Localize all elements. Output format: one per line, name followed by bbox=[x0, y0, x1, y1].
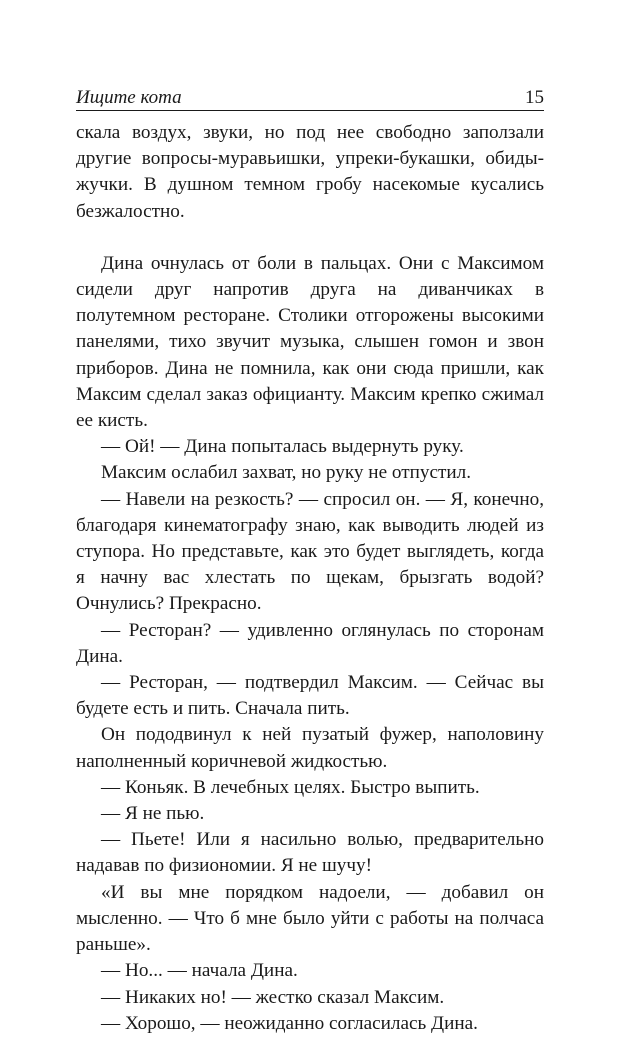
paragraph: — Ой! — Дина попыталась выдернуть руку. bbox=[101, 436, 464, 458]
paragraph: — Пьете! Или я насильно волью, предварительно надавав по физиономии. Я не шучу! bbox=[76, 829, 544, 877]
paragraph: — Навели на резкость? — спросил он. — Я, конечно, благодаря кинематографу знаю, как выводить людей из ступора. Но представьте, как это будет выглядеть, когда я начну вас хлестать по щекам, брызгать водой? Очнулись? Прекрасно. bbox=[76, 488, 544, 615]
paragraph: Он пододвинул к ней пузатый фужер, наполовину наполненный коричневой жидкостью. bbox=[76, 724, 544, 772]
paragraph: — Но... — начала Дина. bbox=[101, 960, 298, 982]
paragraph: — Никаких но! — жестко сказал Максим. bbox=[101, 986, 445, 1008]
paragraph: — Я не пью. bbox=[101, 803, 205, 825]
body-text bbox=[76, 120, 544, 1037]
paragraph: — Ресторан, — подтвердил Максим. — Сейчас вы будете есть и пить. Сначала пить. bbox=[76, 672, 544, 720]
paragraph: — Хорошо, — неожиданно согласилась Дина. bbox=[101, 1012, 478, 1034]
paragraph: Дина очнулась от боли в пальцах. Они с Максимом сидели друг напротив друга на диванчиках в полутемном ресторане. Столики отгорожены высокими панелями, тихо звучит музыка, слышен гомон и звон приборов. Дина не помнила, как они сюда пришли, как Максим сделал заказ официанту. Максим крепко сжимал ее кисть. bbox=[76, 252, 544, 432]
paragraph: — Коньяк. В лечебных целях. Быстро выпить. bbox=[101, 776, 480, 798]
paragraph: скала воздух, звуки, но под нее свободно заползали другие вопросы-муравьишки, упреки-букашки, обиды-жучки. В душном темном гробу насекомые кусались безжалостно. bbox=[76, 122, 544, 222]
running-title: Ищите кота bbox=[76, 87, 182, 108]
paragraph: — Ресторан? — удивленно оглянулась по сторонам Дина. bbox=[76, 619, 544, 667]
paragraph: Максим ослабил захват, но руку не отпустил. bbox=[101, 462, 472, 484]
paragraph: «И вы мне порядком надоели, — добавил он мысленно. — Что б мне было уйти с работы на полчаса раньше». bbox=[76, 881, 544, 956]
page-number: 15 bbox=[525, 87, 544, 108]
running-header bbox=[76, 86, 544, 111]
